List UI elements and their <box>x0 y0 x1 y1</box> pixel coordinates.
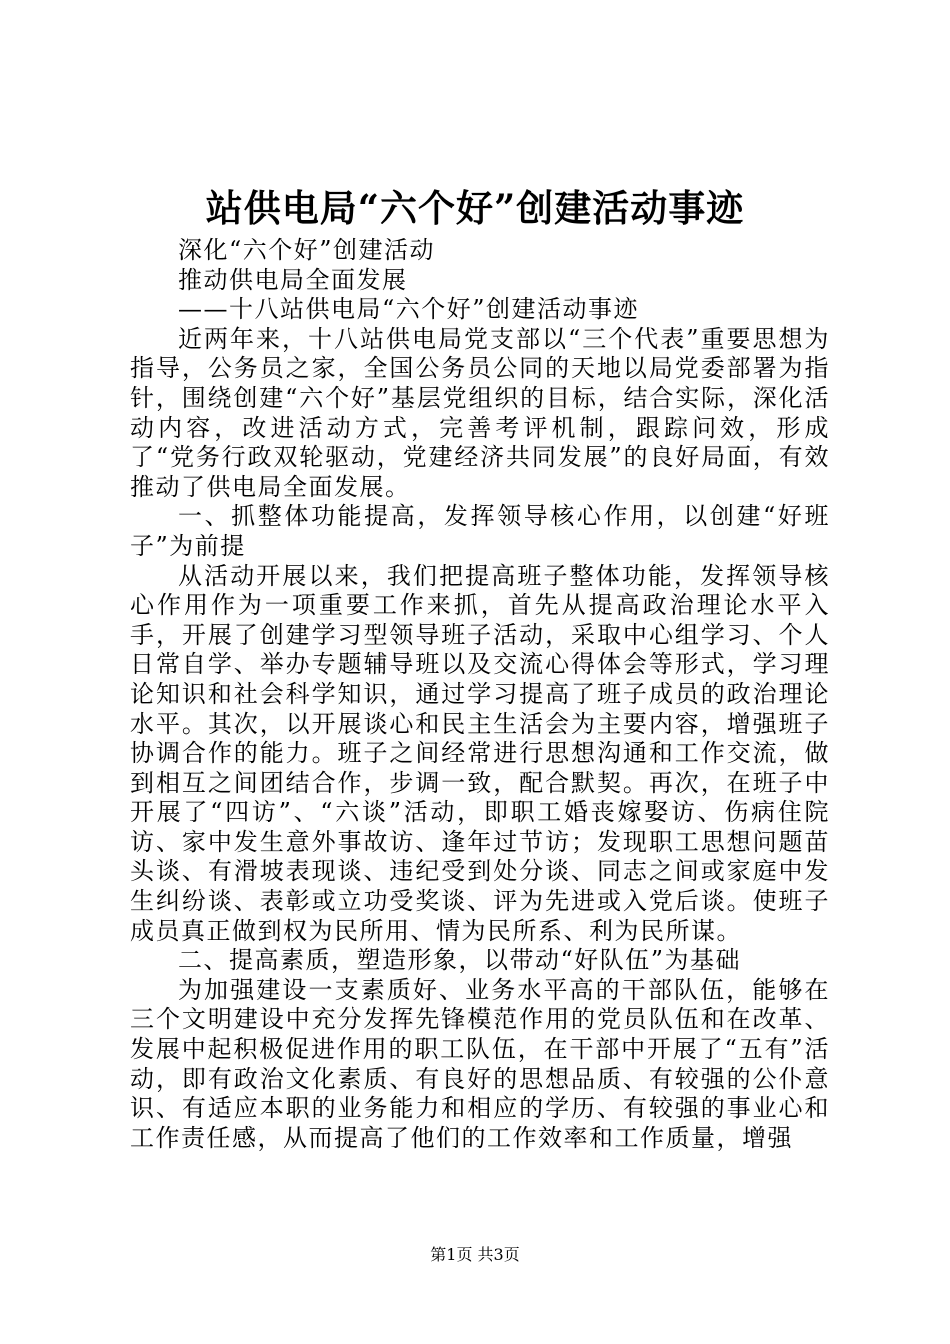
subtitle-line-3: ——十八站供电局“六个好”创建活动事迹 <box>178 295 640 324</box>
section-heading-2: 二、提高素质，塑造形象，以带动“好队伍”为基础 <box>178 946 742 975</box>
subtitle-line-2: 推动供电局全面发展 <box>178 265 408 294</box>
document-title: 站供电局“六个好”创建活动事迹 <box>205 186 745 230</box>
document-body <box>130 236 830 1153</box>
page-footer: 第1页 共3页 <box>430 1245 520 1264</box>
body-paragraph: 近两年来，十八站供电局党支部以“三个代表”重要思想为指导，公务员之家，全国公务员公同的天地以局党委部署为指针，围绕创建“六个好”基层党组织的目标，结合实际，深化活动内容，改进活动方式，完善考评机制，跟踪问效，形成了“党务行政双轮驱动，党建经济共同发展”的良好局面，有效推动了供电局全面发展。 <box>130 324 830 501</box>
body-paragraph: 为加强建设一支素质好、业务水平高的干部队伍，能够在三个文明建设中充分发挥先锋模范作用的党员队伍和在改革、发展中起积极促进作用的职工队伍，在干部中开展了“五有”活动，即有政治文化素质、有良好的思想品质、有较强的公仆意识、有适应本职的业务能力和相应的学历、有较强的事业心和工作责任感，从而提高了他们的工作效率和工作质量，增强 <box>130 975 830 1152</box>
section-heading-1: 一、抓整体功能提高，发挥领导核心作用，以创建“好班子”为前提 <box>130 502 830 560</box>
body-paragraph: 从活动开展以来，我们把提高班子整体功能，发挥领导核心作用作为一项重要工作来抓，首先从提高政治理论水平入手，开展了创建学习型领导班子活动，采取中心组学习、个人日常自学、举办专题辅导班以及交流心得体会等形式，学习理论知识和社会科学知识，通过学习提高了班子成员的政治理论水平。其次，以开展谈心和民主生活会为主要内容，增强班子协调合作的能力。班子之间经常进行思想沟通和工作交流，做到相互之间团结合作，步调一致，配合默契。再次，在班子中开展了“四访”、“六谈”活动，即职工婚丧嫁娶访、伤病住院访、家中发生意外事故访、逢年过节访；发现职工思想问题苗头谈、有滑坡表现谈、违纪受到处分谈、同志之间或家庭中发生纠纷谈、表彰或立功受奖谈、评为先进或入党后谈。使班子成员真正做到权为民所用、情为民所系、利为民所谋。 <box>130 561 830 945</box>
subtitle-line-1: 深化“六个好”创建活动 <box>178 236 436 264</box>
